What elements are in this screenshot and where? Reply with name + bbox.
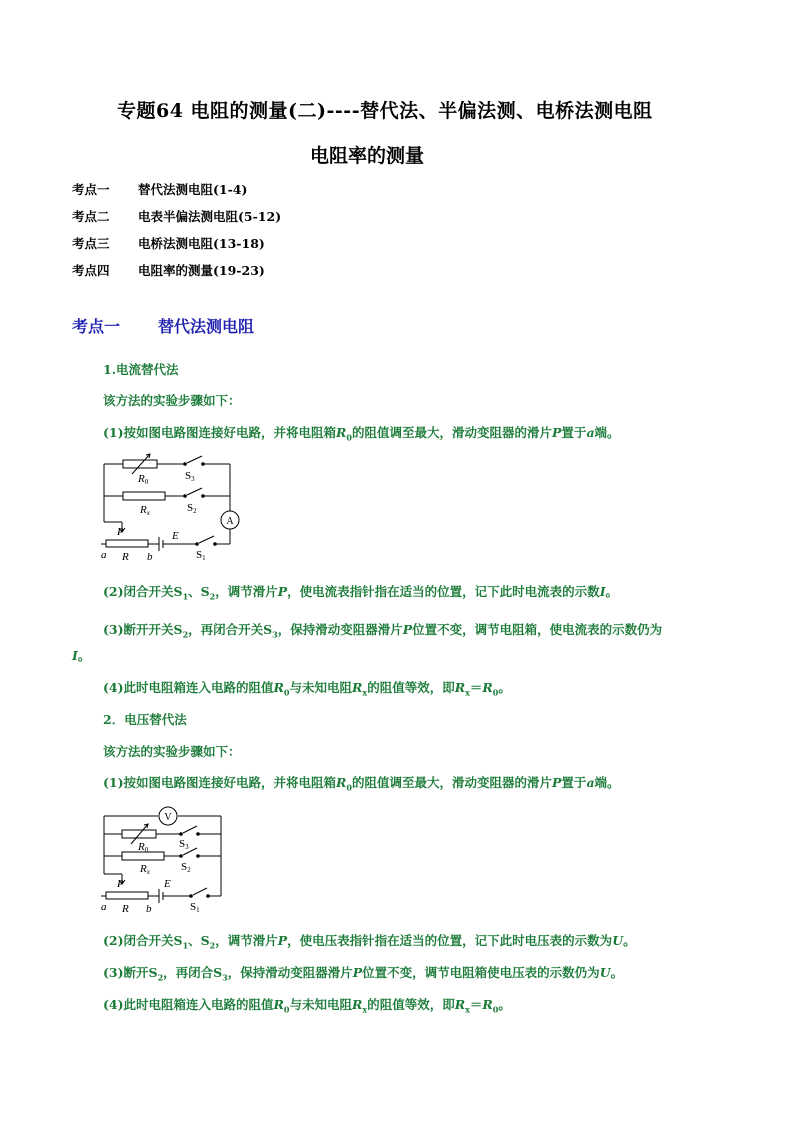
- part2-step3: (3)断开$S_2$，再闭合$S_3$，保持滑动变阻器滑片P位置不变，调节电阻箱使电压表的示数仍为U。: [103, 965, 624, 983]
- svg-text:S1: S1: [196, 549, 206, 562]
- toc-item: 考点三 电桥法测电阻(13-18): [72, 236, 265, 251]
- svg-text:a: a: [101, 549, 107, 561]
- rheostat: [106, 540, 148, 547]
- part1-intro: 该方法的实验步骤如下：: [103, 393, 241, 408]
- svg-text:b: b: [147, 551, 153, 563]
- page-title: 专题64 电阻的测量(二)----替代法、半偏法测、电桥法测电阻: [117, 100, 653, 122]
- voltmeter-label: V: [164, 812, 172, 823]
- svg-text:a: a: [101, 901, 107, 913]
- svg-text:R0: R0: [138, 473, 149, 486]
- part1-heading: 1.电流替代法: [103, 362, 179, 377]
- svg-text:E: E: [172, 530, 179, 542]
- svg-text:b: b: [146, 903, 152, 915]
- part2-heading: 2．电压替代法: [103, 712, 187, 727]
- svg-text:R0: R0: [138, 841, 149, 854]
- svg-text:S2: S2: [181, 861, 191, 874]
- part2-step1: (1)按如图电路图连接好电路，并将电阻箱$R_0$的阻值调至最大，滑动变阻器的滑片P置于a端。: [103, 775, 620, 793]
- switch-s1: [199, 536, 214, 543]
- svg-text:S1: S1: [190, 901, 200, 914]
- switch-s3: [183, 826, 197, 833]
- rheostat: [106, 892, 148, 899]
- part2-step2: (2)闭合开关$S_1$、$S_2$，调节滑片P，使电压表指针指在适当的位置，记下此时电压表的示数为U。: [103, 933, 636, 951]
- switch-s3: [187, 456, 202, 463]
- voltage-substitution-circuit-diagram: [96, 800, 236, 915]
- part1-step4: (4)此时电阻箱连入电路的阻值$R_0$与未知电阻$R_x$的阻值等效，即$R_x=R_0$。: [103, 680, 511, 698]
- svg-text:Rx: Rx: [140, 863, 150, 876]
- part1-step3: (3)断开开关$S_2$，再闭合开关$S_3$，保持滑动变阻器滑片P位置不变，调节电阻箱，使电流表的示数仍为: [103, 622, 663, 640]
- resistance-box-r0: [123, 460, 157, 468]
- svg-text:Rx: Rx: [140, 504, 150, 517]
- switch-s2: [187, 488, 202, 495]
- part1-step3-cont: I。: [72, 648, 91, 663]
- unknown-resistor-rx: [122, 852, 164, 860]
- svg-text:E: E: [164, 878, 171, 890]
- switch-s1: [193, 888, 207, 895]
- part1-step1: (1)按如图电路图连接好电路，并将电阻箱$R_0$的阻值调至最大，滑动变阻器的滑片P置于a端。: [103, 425, 620, 443]
- page-subtitle: 电阻率的测量: [310, 145, 425, 167]
- svg-text:P: P: [117, 526, 124, 538]
- section-heading: 考点一 替代法测电阻: [72, 317, 255, 336]
- svg-text:S3: S3: [179, 838, 189, 851]
- part2-intro: 该方法的实验步骤如下：: [103, 744, 241, 759]
- toc-item: 考点四 电阻率的测量(19-23): [72, 263, 265, 278]
- current-substitution-circuit-diagram: [96, 452, 246, 580]
- svg-text:R: R: [122, 551, 129, 563]
- part1-step2: (2)闭合开关$S_1$、$S_2$，调节滑片P，使电流表指针指在适当的位置，记下此时电流表的示数I。: [103, 584, 619, 602]
- toc-item: 考点二 电表半偏法测电阻(5-12): [72, 209, 282, 224]
- unknown-resistor-rx: [123, 492, 165, 500]
- svg-text:R: R: [122, 903, 129, 915]
- toc-item: 考点一 替代法测电阻(1-4): [72, 182, 248, 197]
- svg-text:P: P: [117, 878, 124, 890]
- svg-text:S2: S2: [187, 502, 197, 515]
- part2-step4: (4)此时电阻箱连入电路的阻值$R_0$与未知电阻$R_x$的阻值等效，即$R_x=R_0$。: [103, 997, 511, 1015]
- svg-text:S3: S3: [185, 470, 195, 483]
- ammeter-label: A: [226, 516, 234, 527]
